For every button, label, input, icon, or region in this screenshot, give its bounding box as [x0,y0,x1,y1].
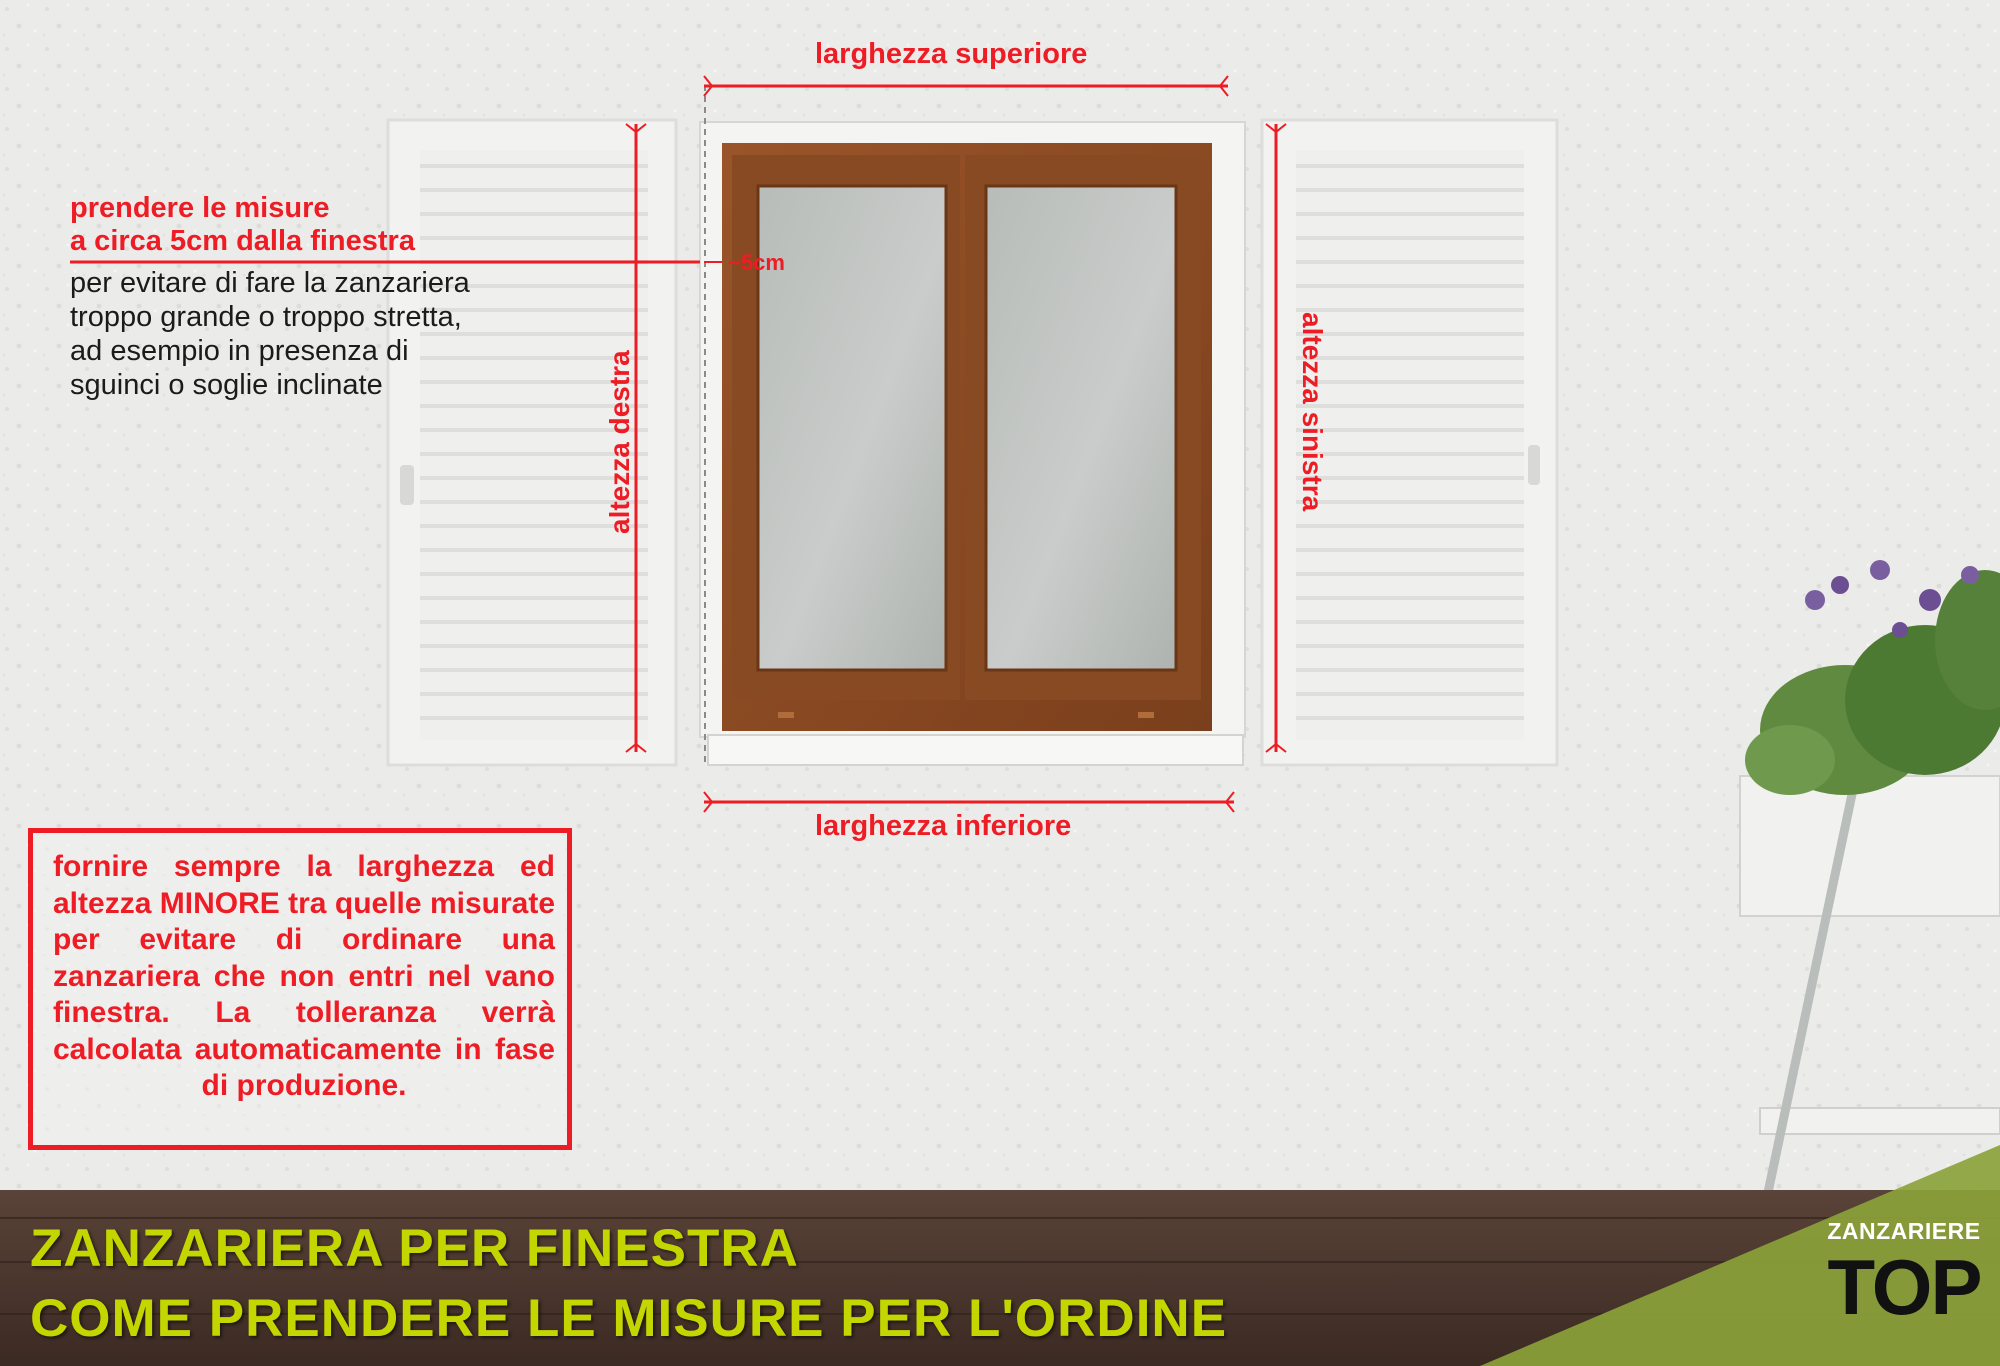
tolerance-note-box [28,828,572,1150]
bottom-width-label: larghezza inferiore [815,810,1072,842]
measure-note-body [70,266,590,402]
banner-title-line1: ZANZARIERA PER FINESTRA [30,1219,799,1278]
measure-note-body-line: ad esempio in presenza di [70,335,409,367]
left-height-label: altezza sinistra [1297,312,1328,512]
offset-label: ~5cm [728,250,785,275]
measure-note-title [70,192,530,258]
logo-top-text: ZANZARIERE [1827,1218,1981,1244]
right-height-label: altezza destra [604,350,635,534]
top-width-label: larghezza superiore [815,38,1088,70]
measure-note-body-line: sguinci o soglie inclinate [70,369,383,401]
measure-note-title-line: a circa 5cm dalla finestra [70,225,415,257]
zanzariere-top-logo [1818,1212,1990,1332]
measure-note-title-line: prendere le misure [70,192,330,224]
measure-note-body-line: troppo grande o troppo stretta, [70,301,462,333]
measure-note-body-line: per evitare di fare la zanzariera [70,267,470,299]
window-frame [722,143,1212,731]
banner-title-line2: COME PRENDERE LE MISURE PER L'ORDINE [30,1289,1228,1348]
logo-word-text: TOP [1827,1243,1981,1331]
tolerance-note-text: fornire sempre la larghezza ed altezza MINORE tra quelle misurate per evitare di ordinare una zanzariera che non entri nel vano finestra. La tolleranza verrà calcolata automaticamente in fase di produzione. [53,850,555,1102]
